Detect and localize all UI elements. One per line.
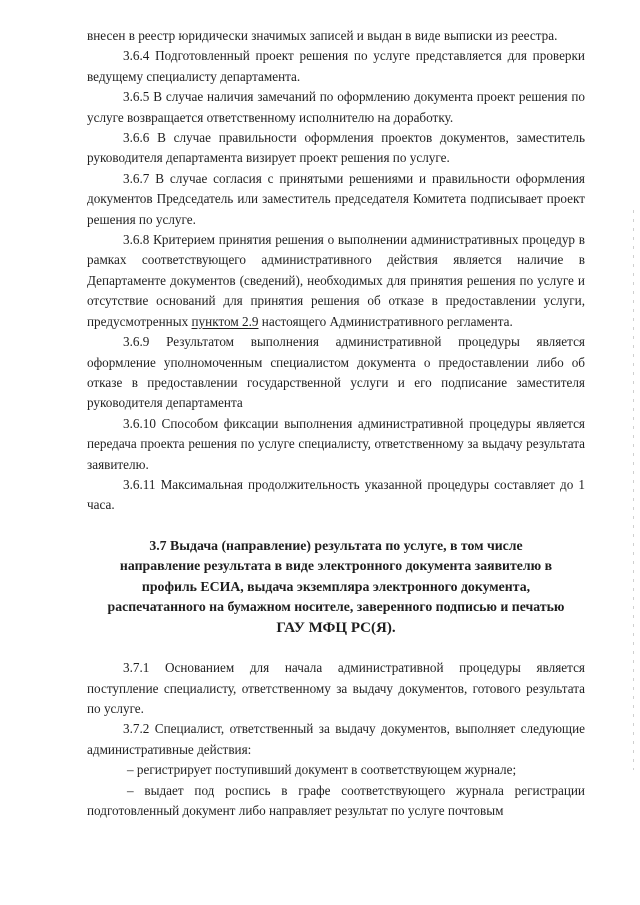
- paragraph-3-6-5: 3.6.5 В случае наличия замечаний по оформлению документа проект решения по услуге возвращается ответственному исполнителю на доработку.: [87, 89, 585, 125]
- paragraph-3-6-9: 3.6.9 Результатом выполнения административной процедуры является оформление уполномоченным специалистом документа о предоставлении либо об отказе в предоставлении государственной услуги и его подписание заместителя руководителя департамента: [87, 334, 585, 411]
- heading-line: направление результата в виде электронного документа заявителю в: [119, 558, 553, 574]
- heading-line: ГАУ МФЦ РС(Я).: [276, 619, 396, 636]
- paragraph-3-6-8-text-after: настоящего Административного регламента.: [258, 313, 513, 329]
- paragraph-3-6-4: 3.6.4 Подготовленный проект решения по услуге представляется для проверки ведущему специалисту департамента.: [87, 48, 585, 84]
- list-item: – регистрирует поступивший документ в соответствующем журнале;: [127, 762, 517, 778]
- paragraph-3-6-10: 3.6.10 Способом фиксации выполнения административной процедуры является передача проекта решения по услуге специалисту, ответственному за выдачу результата заявителю.: [87, 415, 585, 472]
- paragraph-3-7-1: 3.7.1 Основанием для начала административной процедуры является поступление специалисту, ответственному за выдачу документов, готового результата по услуге.: [87, 660, 585, 717]
- paragraph-continuation: внесен в реестр юридически значимых записей и выдан в виде выписки из реестра.: [87, 28, 558, 43]
- heading-line: профиль ЕСИА, выдача экземпляра электронного документа,: [141, 578, 531, 594]
- paragraph-3-6-6: 3.6.6 В случае правильности оформления проектов документов, заместитель руководителя департамента визирует проект решения по услуге.: [87, 130, 585, 166]
- paragraph-3-7-2: 3.7.2 Специалист, ответственный за выдачу документов, выполняет следующие административные действия:: [87, 721, 585, 757]
- section-heading-3-7: [87, 536, 585, 639]
- heading-line: 3.7 Выдача (направление) результата по услуге, в том числе: [149, 537, 523, 553]
- reference-link-2-9[interactable]: пунктом 2.9: [191, 313, 259, 329]
- paragraph-3-6-8: [87, 230, 585, 332]
- document-page: [87, 26, 585, 822]
- scan-edge-mark: [633, 210, 634, 770]
- paragraph-3-6-8-text-before: 3.6.8 Критерием принятия решения о выполнении административных процедур в рамках соответствующего административного действия является наличие в Департаменте документов (сведений), необходимых для принятия решения по услуге и отсутствие оснований для принятия решения об отказе в предоставлении услуги, предусмотренных: [87, 232, 585, 329]
- list-item: – выдает под роспись в графе соответствующего журнала регистрации подготовленный документ либо направляет результат по услуге почтовым: [87, 782, 585, 819]
- paragraph-3-6-7: 3.6.7 В случае согласия с принятыми решениями и правильности оформления документов Председатель или заместитель председателя Комитета подписывает проект решения по услуге.: [87, 170, 585, 227]
- heading-line: распечатанного на бумажном носителе, заверенного подписью и печатью: [107, 599, 565, 615]
- paragraph-3-6-11: 3.6.11 Максимальная продолжительность указанной процедуры составляет до 1 часа.: [87, 476, 585, 513]
